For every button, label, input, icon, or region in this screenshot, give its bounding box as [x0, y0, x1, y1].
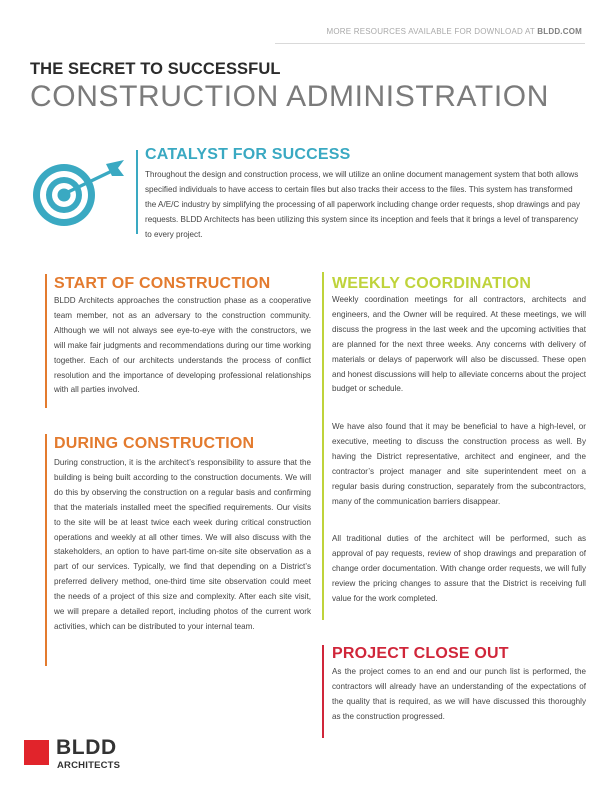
closeout-accent-rule: [322, 645, 324, 738]
catalyst-heading: CATALYST FOR SUCCESS: [145, 146, 351, 163]
resources-note-prefix: MORE RESOURCES AVAILABLE FOR DOWNLOAD AT: [326, 27, 538, 36]
resources-note: [327, 27, 582, 36]
logo-mark: [24, 740, 49, 765]
start-heading: START OF CONSTRUCTION: [54, 275, 271, 292]
weekly-accent-rule: [322, 272, 324, 620]
page-title-line1: THE SECRET TO SUCCESSFUL: [30, 60, 281, 78]
logo-subtitle: ARCHITECTS: [57, 760, 121, 771]
catalyst-accent-rule: [136, 150, 138, 234]
logo-wordmark: BLDD: [56, 736, 117, 759]
weekly-heading: WEEKLY COORDINATION: [332, 275, 532, 292]
catalyst-body: Throughout the design and construction process, we will utilize an online document management system that both allows specified individuals to have access to certain files but also tracks their access to the files. This system has transformed the A/E/C industry by simplifying the processing of all paperwork including change order requests, shop drawings and pay requests. BLDD Architects has been utilizing this system since its inception and feels that it brings a level of transparency to every project.: [145, 170, 581, 239]
weekly-body-2: We have also found that it may be beneficial to have a high-level, or executive, meeting to discuss the construction process as well. By having the District representative, architect and engineer, and the contractor’s project manager and site superintendent meet on a regular basis during construction, separately from the subcontractors, many of the communication barriers disappear.: [332, 422, 586, 506]
target-arrow-icon: [32, 158, 132, 230]
top-banner: [275, 24, 585, 44]
weekly-body-1: Weekly coordination meetings for all contractors, architects and engineers, and the Owner will be required. At these meetings, we will discuss the progress in the last week and the upcoming activities that are planned for the next three weeks. Any concerns with delivery of materials or delays of paperwork will also be discussed. These open and honest discussions will help to alleviate concerns about the project budget or schedule.: [332, 295, 586, 394]
start-body: BLDD Architects approaches the construction phase as a cooperative team member, not as an adversary to the construction community. Although we will not always see eye-to-eye with the constructors, we will make fair judgments and recommendations during our time working together. Each of our architects understands the process of conflict resolution and the importance of developing professional relationships with all parties involved.: [54, 296, 311, 395]
site-link[interactable]: BLDD.COM: [537, 27, 582, 36]
closeout-heading: PROJECT CLOSE OUT: [332, 645, 509, 662]
weekly-body-3: All traditional duties of the architect will be performed, such as approval of pay requests, review of shop drawings and preparation of change order documentation. With change order requests, we will fully review the pricing changes to assure that the District is receiving full value for the work completed.: [332, 534, 586, 603]
during-heading: DURING CONSTRUCTION: [54, 435, 255, 452]
page-title-line2: CONSTRUCTION ADMINISTRATION: [30, 80, 549, 113]
during-body: During construction, it is the architect’s responsibility to assure that the building is being built according to the construction documents. We will do this by observing the construction on a regular basis and confirming that the materials installed meet the specified requirements. Our visits to the site will be at least twice each week during critical construction operations and weekly at all other times. We will also discuss with the stakeholders, an option to have part-time on-site site observation as a part of our services. Typically, we find that depending on a District’s preferred delivery method, one-third time site observation could meet the needs of a project of this size and complexity. After each site visit, we will prepare a detailed report, including photos of the current work activities, which can be distributed to your internal team.: [54, 458, 311, 631]
during-accent-rule: [45, 434, 47, 666]
start-accent-rule: [45, 274, 47, 408]
closeout-body: As the project comes to an end and our punch list is performed, the contractors will already have an understanding of the expectations of the quality that is required, as we will have discussed this thoroughly as the construction progressed.: [332, 667, 586, 721]
